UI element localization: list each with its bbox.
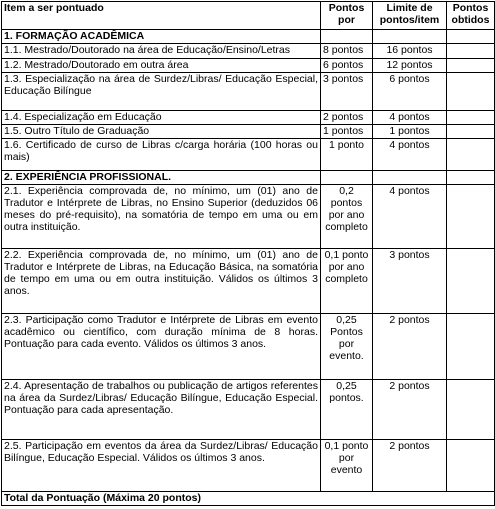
row-limite: 6 pontos (373, 73, 447, 111)
section1-title: 1. FORMAÇÃO ACADÊMICA (2, 30, 321, 44)
row-item: 1.3. Especialização na área de Surdez/Libras/ Educação Especial, Educação Bilíngue (2, 73, 321, 111)
section2-title: 2. EXPERIÊNCIA PROFISSIONAL. (2, 171, 321, 185)
row-item: 2.4. Apresentação de trabalhos ou publicação de artigos referentes na área da Surdez/Libras/ Educação Bilíngue, Educação Especial. Pontuação para cada apresentação. (2, 380, 321, 440)
section1-row (2, 30, 495, 44)
row-obtidos (447, 73, 495, 111)
row-pontos: 6 pontos (321, 59, 373, 73)
score-table (1, 1, 495, 506)
section2-row (2, 171, 495, 185)
row-item: 2.1. Experiência comprovada de, no mínimo, um (01) ano de Tradutor e Intérprete de Libras, no Ensino Superior (deduzidos 06 meses do pré-requisito), na somatória de tempo em uma ou em outra instituição. (2, 185, 321, 249)
table-row (2, 139, 495, 171)
table-row (2, 249, 495, 314)
header-item: Item a ser pontuado (2, 2, 321, 30)
row-pontos: 0,25 pontos. (321, 380, 373, 440)
row-pontos: 1 pontos (321, 125, 373, 139)
row-item: 1.4. Especialização em Educação (2, 111, 321, 125)
row-pontos: 0,2 pontos por ano completo (321, 185, 373, 249)
row-obtidos (447, 139, 495, 171)
total-label: Total da Pontuação (Máxima 20 pontos) (2, 492, 495, 506)
row-obtidos (447, 440, 495, 492)
row-pontos: 2 pontos (321, 111, 373, 125)
row-obtidos (447, 44, 495, 59)
row-limite: 2 pontos (373, 380, 447, 440)
table-row (2, 44, 495, 59)
row-obtidos (447, 314, 495, 380)
row-pontos: 3 pontos (321, 73, 373, 111)
table-row (2, 125, 495, 139)
table-row (2, 380, 495, 440)
row-item: 2.2. Experiência comprovada de, no mínimo, um (01) ano de Tradutor e Intérprete de Libras, na Educação Básica, na somatória de tempo em uma ou em outra instituição. Válidos os últimos 3 anos. (2, 249, 321, 314)
row-obtidos (447, 380, 495, 440)
row-obtidos (447, 59, 495, 73)
table-row (2, 440, 495, 492)
row-limite: 16 pontos (373, 44, 447, 59)
header-obtidos: Pontos obtidos (447, 2, 495, 30)
row-limite: 1 pontos (373, 125, 447, 139)
row-item: 2.3. Participação como Tradutor e Intérprete de Libras em evento acadêmico ou científico, com duração mínima de 8 horas. Pontuação para cada evento. Válidos os últimos 3 anos. (2, 314, 321, 380)
table-row (2, 59, 495, 73)
header-pontos: Pontos por (321, 2, 373, 30)
row-limite: 4 pontos (373, 185, 447, 249)
row-pontos: 0,1 ponto por ano completo (321, 249, 373, 314)
table-row (2, 314, 495, 380)
row-pontos: 8 pontos (321, 44, 373, 59)
row-obtidos (447, 185, 495, 249)
table-row (2, 73, 495, 111)
row-pontos: 0,25 Pontos por evento. (321, 314, 373, 380)
row-pontos: 1 ponto (321, 139, 373, 171)
row-limite: 12 pontos (373, 59, 447, 73)
table-row (2, 185, 495, 249)
table-row (2, 111, 495, 125)
row-obtidos (447, 249, 495, 314)
row-item: 2.5. Participação em eventos da área da Surdez/Libras/ Educação Bilíngue, Educação Especial. Válidos os últimos 3 anos. (2, 440, 321, 492)
row-item: 1.1. Mestrado/Doutorado na área de Educação/Ensino/Letras (2, 44, 321, 59)
row-pontos: 0,1 ponto por evento (321, 440, 373, 492)
row-limite: 2 pontos (373, 314, 447, 380)
row-obtidos (447, 111, 495, 125)
row-item: 1.2. Mestrado/Doutorado em outra área (2, 59, 321, 73)
row-limite: 3 pontos (373, 249, 447, 314)
row-limite: 4 pontos (373, 111, 447, 125)
row-item: 1.6. Certificado de curso de Libras c/carga horária (100 horas ou mais) (2, 139, 321, 171)
header-limite: Limite de pontos/item (373, 2, 447, 30)
row-item: 1.5. Outro Título de Graduação (2, 125, 321, 139)
row-obtidos (447, 125, 495, 139)
row-limite: 2 pontos (373, 440, 447, 492)
header-row (2, 2, 495, 30)
total-row (2, 492, 495, 506)
row-limite: 4 pontos (373, 139, 447, 171)
